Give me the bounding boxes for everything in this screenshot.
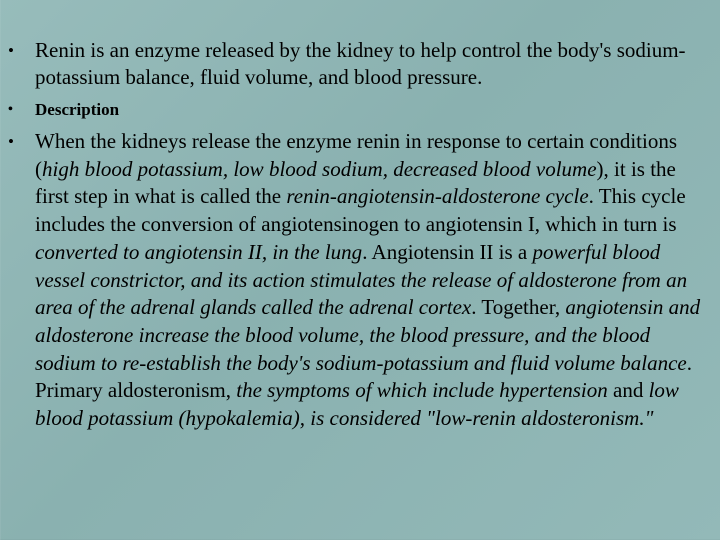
text-segment: . Primary aldosteronism, [35, 350, 692, 403]
text-segment-italic: renin-angiotensin-aldosterone cycle [286, 184, 589, 209]
slide-content [8, 37, 708, 433]
text-segment: When the kidneys release the enzyme renin in response to certain conditions ( [35, 129, 678, 181]
text-segment-italic: high blood potassium, low blood sodium, decreased blood volume [42, 156, 597, 181]
bullet-renin-intro [8, 37, 708, 91]
text-segment: . This cycle includes the conversion of angiotensinogen to angiotensin I, which in turn is [35, 184, 686, 237]
text-segment: . Angiotensin II is a [362, 239, 533, 264]
text-segment-italic: converted to angiotensin II, in the lung [35, 239, 363, 264]
bullet-renin-cycle [8, 128, 708, 433]
bullet-dot-icon: • [8, 41, 14, 60]
bullet-dot-icon: • [8, 132, 14, 151]
text-segment-italic: the symptoms of which include hypertension [236, 378, 608, 403]
bullet-description [8, 99, 708, 121]
text-segment-italic: angiotensin and aldosterone increase the blood volume, the blood pressure, and the blood sodium to re-establish the body's sodium-potassium and fluid volume balance [35, 295, 701, 375]
bullet-text: Renin is an enzyme released by the kidney to help control the body's sodium-potassium balance, fluid volume, and blood pressure. [35, 38, 686, 89]
bullet-text: Description [35, 100, 120, 119]
text-segment: and [607, 378, 649, 403]
text-segment: . Together, [471, 295, 566, 320]
text-segment: ), it is the first step in what is called the [35, 156, 676, 209]
text-segment-italic: powerful blood vessel constrictor, and its action stimulates the release of aldosterone from an area of the adrenal glands called the adrenal cortex [35, 239, 688, 320]
text-segment-italic: low blood potassium (hypokalemia), is considered "low-renin aldosteronism." [35, 378, 679, 431]
bullet-dot-icon: • [8, 102, 13, 117]
